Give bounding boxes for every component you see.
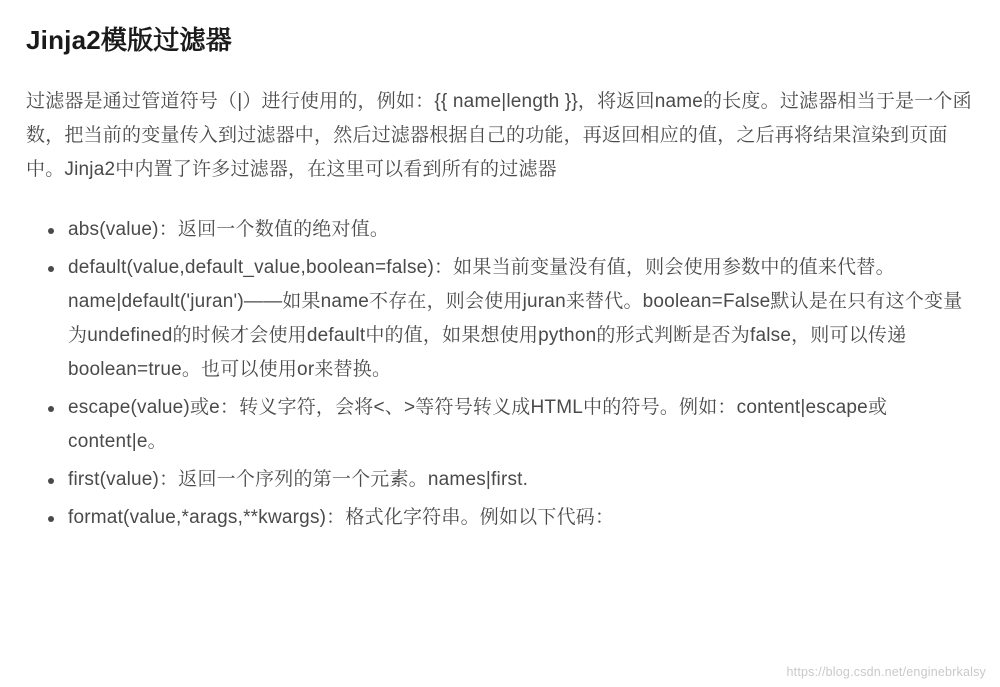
list-item: abs(value)：返回一个数值的绝对值。 [68,213,974,247]
filter-list [26,213,974,535]
list-item: escape(value)或e：转义字符，会将<、>等符号转义成HTML中的符号。例如：content|escape或content|e。 [68,391,974,459]
page-title: Jinja2模版过滤器 [26,25,232,55]
intro-paragraph: 过滤器是通过管道符号（|）进行使用的，例如：{{ name|length }}，将返回name的长度。过滤器相当于是一个函数，把当前的变量传入到过滤器中，然后过滤器根据自己的功能，再返回相应的值，之后再将结果渲染到页面中。Jinja2中内置了许多过滤器，在这里可以看到所有的过滤器 [26,91,972,180]
list-item: first(value)：返回一个序列的第一个元素。names|first. [68,463,974,497]
watermark-text: https://blog.csdn.net/enginebrkalsy [786,665,986,679]
list-item: default(value,default_value,boolean=false)：如果当前变量没有值，则会使用参数中的值来代替。name|default('juran')——如果name不存在，则会使用juran来替代。boolean=False默认是在只有这个变量为undefined的时候才会使用default中的值，如果想使用python的形式判断是否为false，则可以传递boolean=true。也可以使用or来替换。 [68,251,974,387]
list-item: format(value,*arags,**kwargs)：格式化字符串。例如以下代码： [68,501,974,535]
